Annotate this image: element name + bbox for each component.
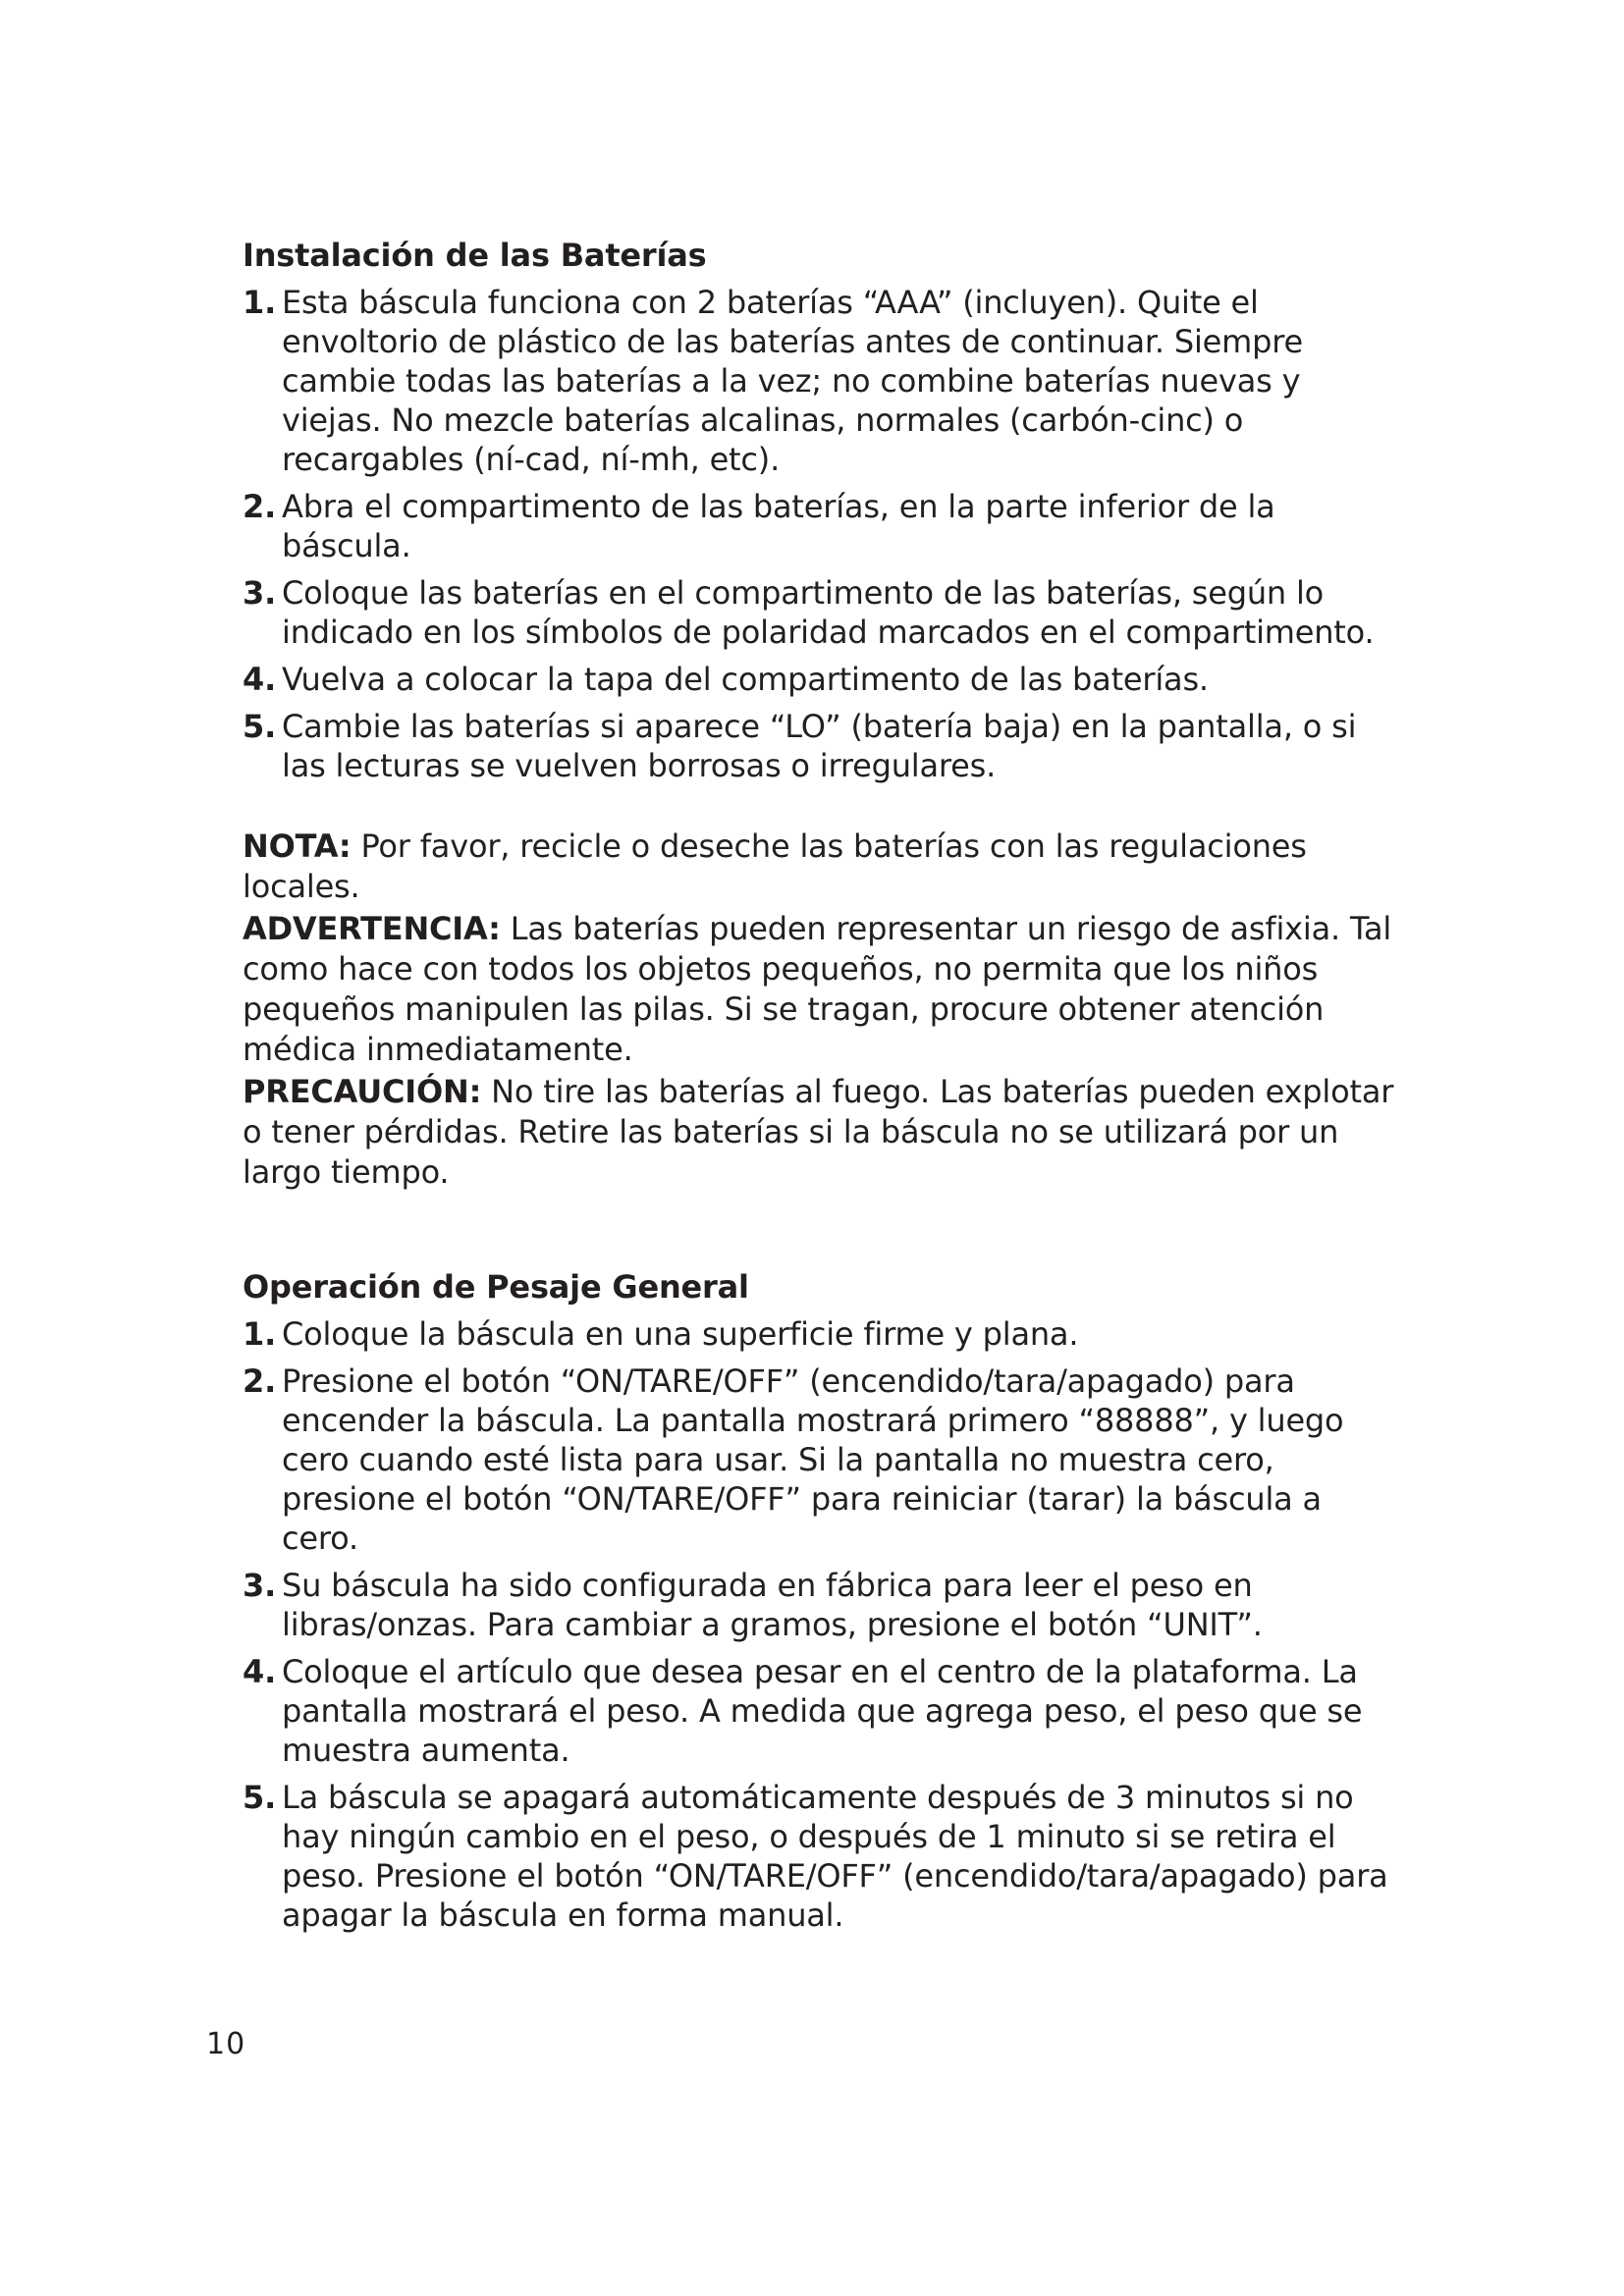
battery-installation-section — [243, 234, 1401, 785]
caution-label: PRECAUCIÓN: — [243, 1073, 482, 1110]
note-label: NOTA: — [243, 828, 352, 865]
step-number: 4. — [243, 1653, 277, 1690]
step-text: Cambie las baterías si aparece “LO” (batería baja) en la pantalla, o si las lecturas se vuelven borrosas o irregulares. — [282, 708, 1357, 784]
battery-step-5 — [243, 707, 1401, 785]
warning-text: Las baterías pueden representar un riesgo de asfixia. Tal como hace con todos los objetos pequeños, no permita que los niños pequeños manipulen las pilas. Si se tragan, procure obtener atención médica inmediatamente. — [243, 910, 1392, 1068]
general-weighing-title: Operación de Pesaje General — [243, 1268, 749, 1306]
note-paragraph — [243, 827, 1401, 907]
step-number: 3. — [243, 574, 277, 612]
battery-step-1 — [243, 283, 1401, 479]
weighing-step-5 — [243, 1778, 1401, 1935]
step-text: Presione el botón “ON/TARE/OFF” (encendido/tara/apagado) para encender la báscula. La pantalla mostrará primero “88888”, y luego cero cuando esté lista para usar. Si la pantalla no muestra cero, presione el botón “ON/TARE/OFF” para reiniciar (tarar) la báscula a cero. — [282, 1362, 1344, 1557]
step-number: 5. — [243, 1779, 277, 1816]
step-text: Coloque la báscula en una superficie firme y plana. — [282, 1315, 1079, 1353]
general-weighing-steps — [243, 1314, 1401, 1935]
battery-step-4 — [243, 660, 1401, 699]
battery-installation-steps — [243, 283, 1401, 785]
weighing-step-3 — [243, 1566, 1401, 1644]
step-number: 1. — [243, 284, 277, 321]
step-number: 3. — [243, 1567, 277, 1604]
caution-paragraph — [243, 1072, 1401, 1193]
step-text: Abra el compartimento de las baterías, en la parte inferior de la báscula. — [282, 488, 1275, 564]
battery-installation-title: Instalación de las Baterías — [243, 237, 707, 274]
weighing-step-2 — [243, 1362, 1401, 1558]
warning-paragraph — [243, 909, 1401, 1070]
step-text: Vuelva a colocar la tapa del compartimento de las baterías. — [282, 661, 1209, 698]
general-weighing-section — [243, 1265, 1401, 1935]
page-content — [243, 234, 1401, 1943]
step-text: La báscula se apagará automáticamente después de 3 minutos si no hay ningún cambio en el peso, o después de 1 minuto si se retira el peso. Presione el botón “ON/TARE/OFF” (encendido/tara/apagado) para apagar la báscula en forma manual. — [282, 1779, 1388, 1934]
step-number: 1. — [243, 1315, 277, 1353]
step-text: Coloque el artículo que desea pesar en el centro de la plataforma. La pantalla mostrará el peso. A medida que agrega peso, el peso que se muestra aumenta. — [282, 1653, 1363, 1769]
step-number: 2. — [243, 1362, 277, 1400]
weighing-step-1 — [243, 1314, 1401, 1354]
step-number: 4. — [243, 661, 277, 698]
page-number: 10 — [206, 2027, 246, 2061]
safety-notes — [243, 827, 1401, 1193]
step-number: 5. — [243, 708, 277, 745]
step-number: 2. — [243, 488, 277, 525]
step-text: Esta báscula funciona con 2 baterías “AAA” (incluyen). Quite el envoltorio de plástico de las baterías antes de continuar. Siempre cambie todas las baterías a la vez; no combine baterías nuevas y viejas. No mezcle baterías alcalinas, normales (carbón-cinc) o recargables (ní-cad, ní-mh, etc). — [282, 284, 1303, 478]
weighing-step-4 — [243, 1652, 1401, 1770]
step-text: Coloque las baterías en el compartimento de las baterías, según lo indicado en los símbolos de polaridad marcados en el compartimento. — [282, 574, 1375, 651]
battery-step-2 — [243, 487, 1401, 565]
note-text: Por favor, recicle o deseche las baterías con las regulaciones locales. — [243, 828, 1307, 905]
step-text: Su báscula ha sido configurada en fábrica para leer el peso en libras/onzas. Para cambiar a gramos, presione el botón “UNIT”. — [282, 1567, 1263, 1643]
battery-step-3 — [243, 573, 1401, 652]
warning-label: ADVERTENCIA: — [243, 910, 501, 947]
caution-text: No tire las baterías al fuego. Las baterías pueden explotar o tener pérdidas. Retire las baterías si la báscula no se utilizará por un largo tiempo. — [243, 1073, 1394, 1191]
